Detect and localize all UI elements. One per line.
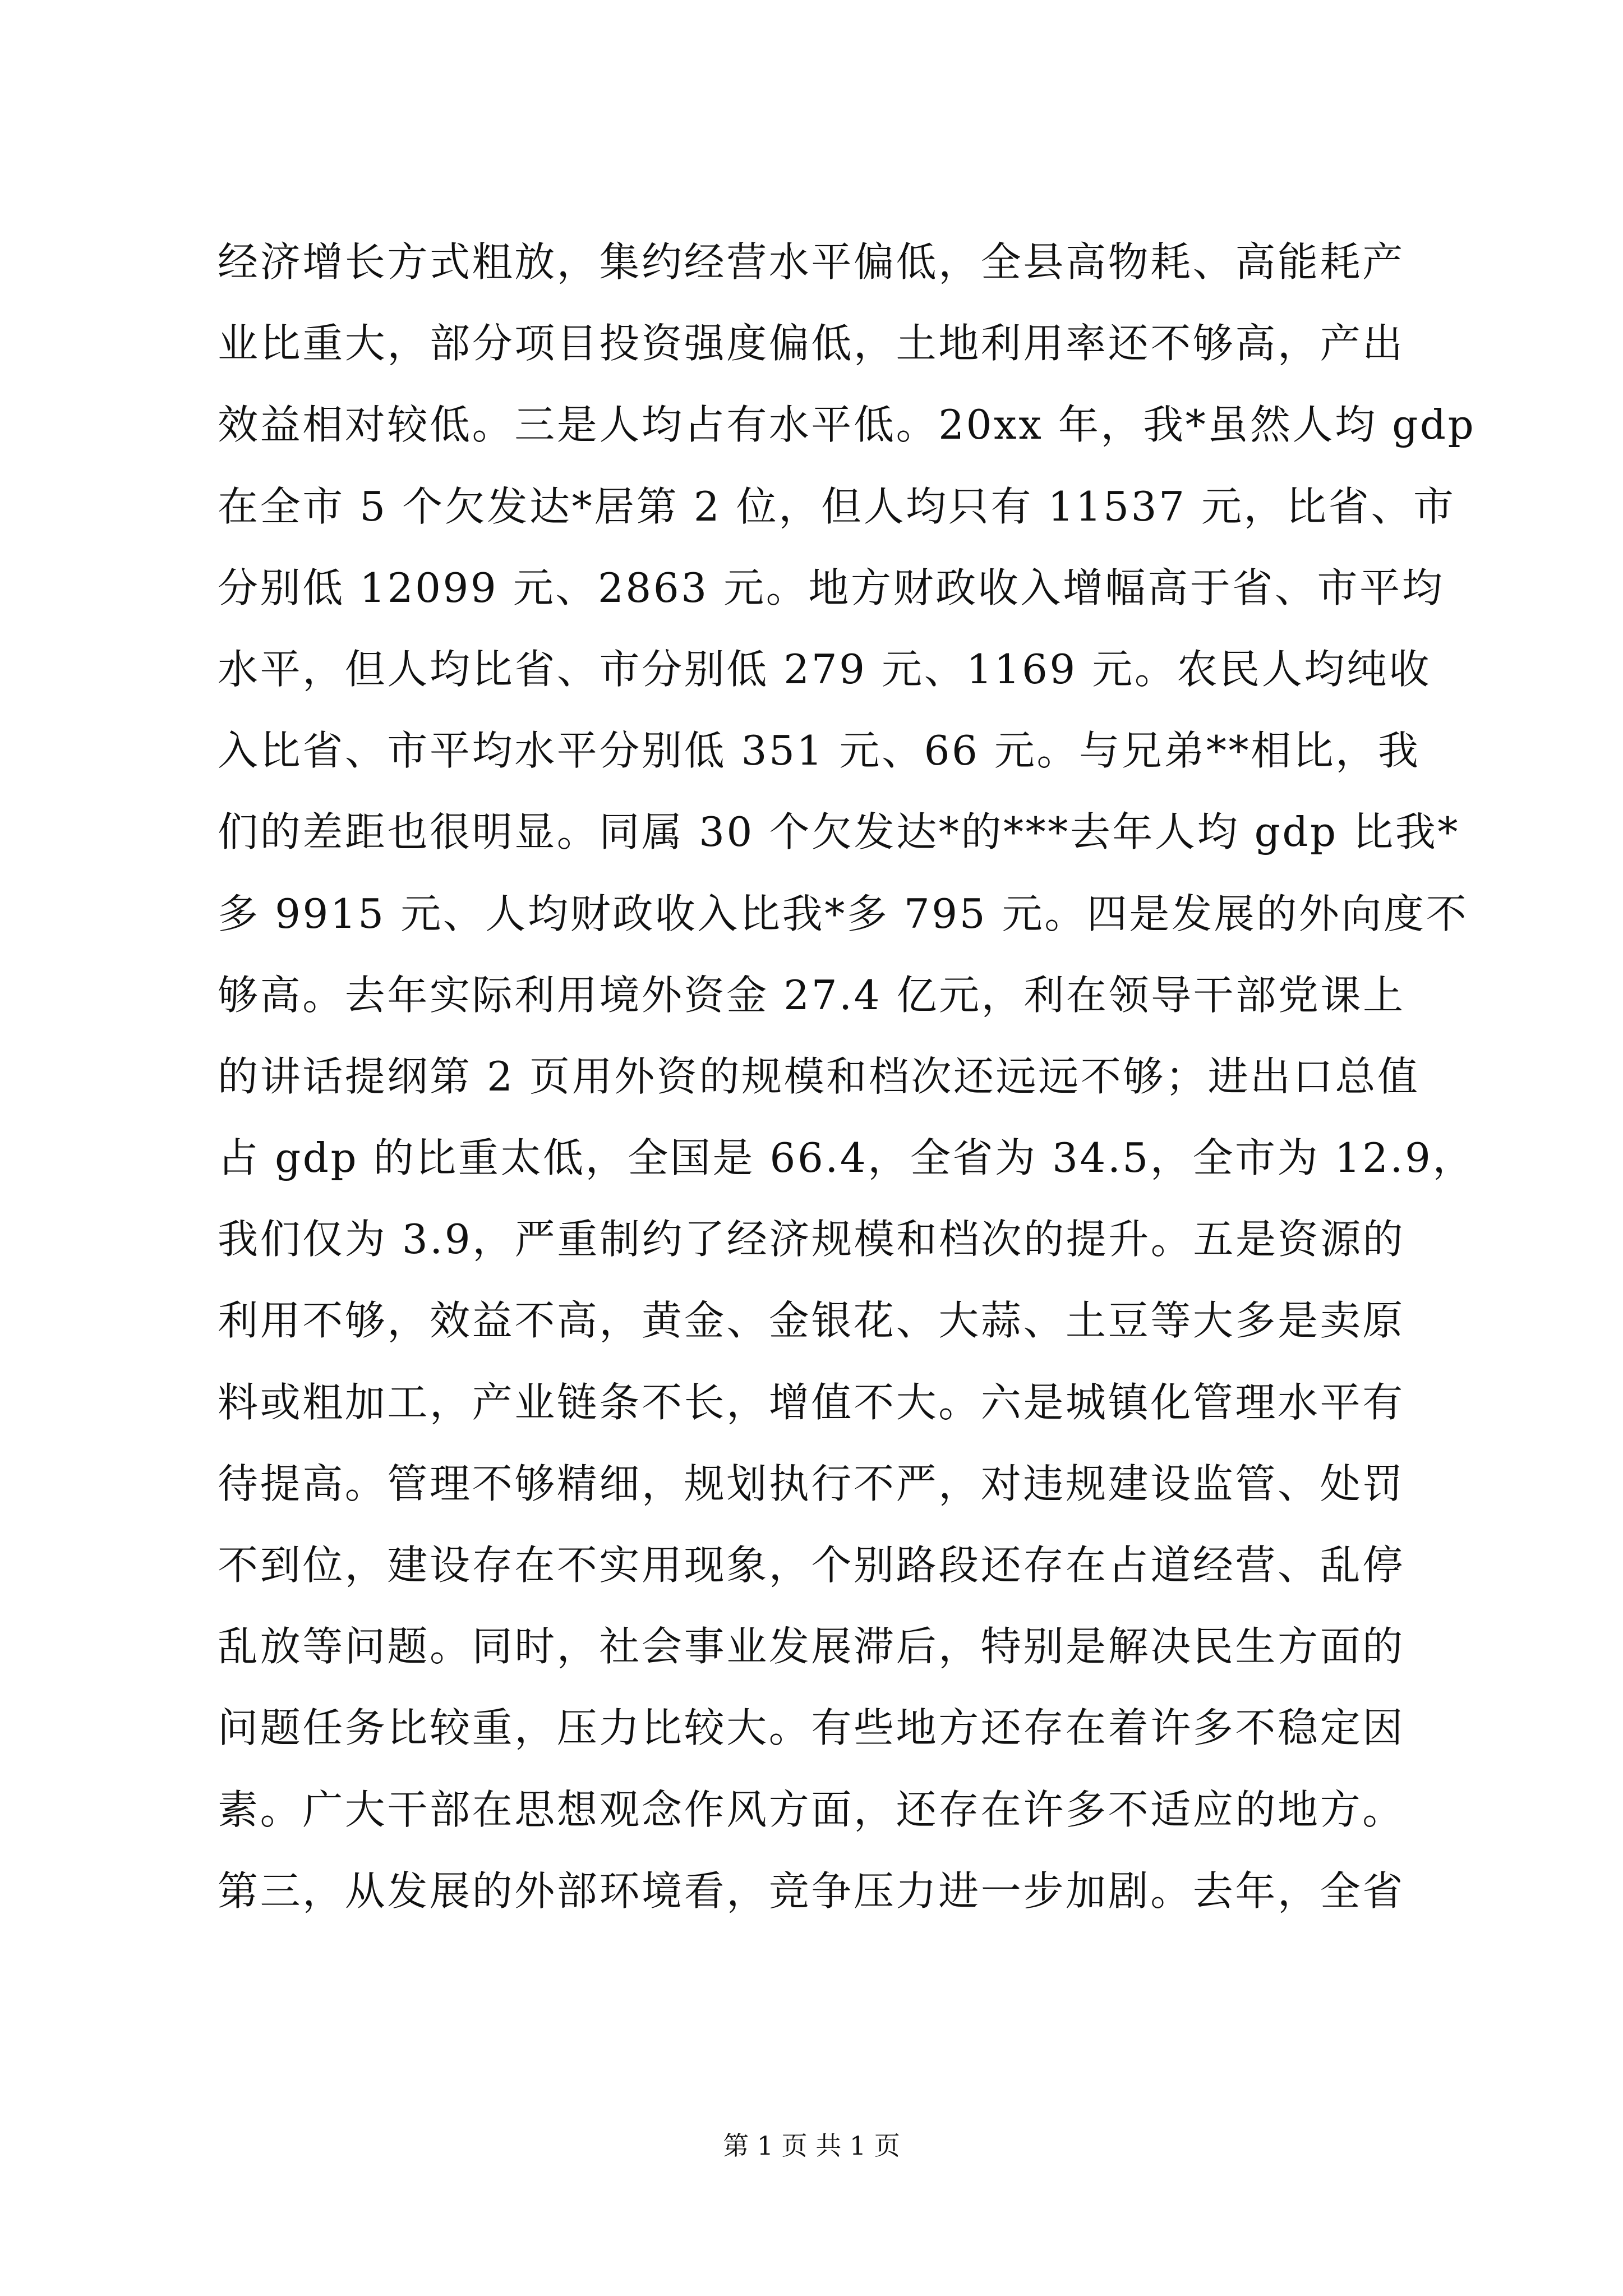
text-line: 在全市 5 个欠发达*居第 2 位，但人均只有 11537 元，比省、市	[218, 482, 1456, 530]
page-number: 第 1 页 共 1 页	[723, 2131, 900, 2161]
text-line: 分别低 12099 元、2863 元。地方财政收入增幅高于省、市平均	[218, 564, 1445, 611]
text-line: 的讲话提纲第 2 页用外资的规模和档次还远远不够；进出口总值	[218, 1052, 1420, 1100]
text-line: 入比省、市平均水平分别低 351 元、66 元。与兄弟**相比，我	[218, 727, 1421, 775]
text-line: 第三，从发展的外部环境看，竞争压力进一步加剧。去年，全省	[218, 1867, 1405, 1915]
text-line: 料或粗加工，产业链条不长，增值不大。六是城镇化管理水平有	[218, 1378, 1405, 1426]
text-line: 经济增长方式粗放，集约经营水平偏低，全县高物耗、高能耗产	[218, 238, 1405, 286]
page-footer	[0, 2129, 1623, 2162]
text-line: 们的差距也很明显。同属 30 个欠发达*的***去年人均 gdp 比我*	[218, 808, 1460, 856]
text-line: 水平，但人均比省、市分别低 279 元、1169 元。农民人均纯收	[218, 645, 1432, 693]
text-line: 不到位，建设存在不实用现象，个别路段还存在占道经营、乱停	[218, 1542, 1405, 1589]
text-line: 效益相对较低。三是人均占有水平低。20xx 年，我*虽然人均 gdp	[218, 401, 1476, 449]
text-line: 素。广大干部在思想观念作风方面，还存在许多不适应的地方。	[218, 1786, 1405, 1833]
text-line: 待提高。管理不够精细，规划执行不严，对违规建设监管、处罚	[218, 1460, 1405, 1507]
body-text	[218, 222, 1476, 1932]
text-line: 问题任务比较重，压力比较大。有些地方还存在着许多不稳定因	[218, 1704, 1405, 1752]
text-line: 够高。去年实际利用境外资金 27.4 亿元，利在领导干部党课上	[218, 971, 1405, 1019]
text-line: 乱放等问题。同时，社会事业发展滞后，特别是解决民生方面的	[218, 1623, 1405, 1671]
text-line: 利用不够，效益不高，黄金、金银花、大蒜、土豆等大多是卖原	[218, 1297, 1405, 1345]
text-line: 我们仅为 3.9，严重制约了经济规模和档次的提升。五是资源的	[218, 1216, 1405, 1263]
text-line: 多 9915 元、人均财政收入比我*多 795 元。四是发展的外向度不	[218, 890, 1469, 937]
text-line: 占 gdp 的比重太低，全国是 66.4，全省为 34.5，全市为 12.9，	[218, 1134, 1476, 1182]
text-line: 业比重大，部分项目投资强度偏低，土地利用率还不够高，产出	[218, 320, 1405, 367]
